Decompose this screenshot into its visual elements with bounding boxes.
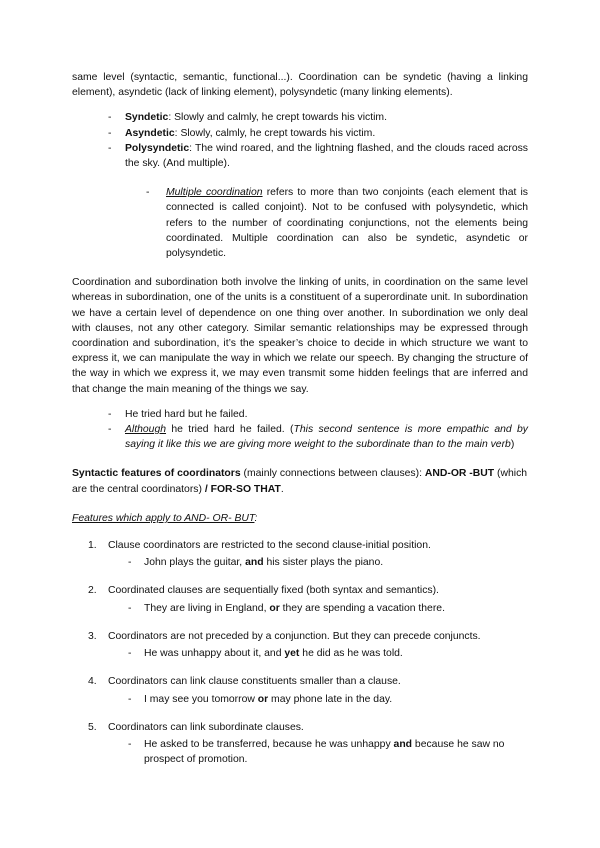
term-polysyndetic: Polysyndetic xyxy=(125,142,190,154)
example-pre: He asked to be transferred, because he was unhappy xyxy=(144,738,394,750)
feature-example-list xyxy=(108,601,528,616)
feature-example-list xyxy=(108,646,528,661)
list-item-asyndetic xyxy=(108,126,528,141)
example-post: they are spending a vacation there. xyxy=(279,602,445,614)
term-multiple-coordination: Multiple coordination xyxy=(166,187,263,199)
feature-example xyxy=(128,555,528,570)
feature-item-5 xyxy=(72,720,528,768)
syntactic-end: . xyxy=(280,483,284,495)
central-coordinators-note: (which are the central coordinators) xyxy=(72,468,528,495)
term-asyndetic: Asyndetic xyxy=(125,127,175,139)
example-pre: They are living in England, xyxy=(144,602,270,614)
list-item-polysyndetic xyxy=(108,141,528,171)
feature-text: Coordinated clauses are sequentially fixed (both syntax and semantics). xyxy=(108,585,439,597)
syntactic-features-desc: (mainly connections between clauses): xyxy=(240,468,425,480)
feature-number: 4. xyxy=(88,676,97,688)
subordination-paragraph: Coordination and subordination both involve the linking of units, in coordination on the same level whereas in subordination, one of the units is a constituent of a superordinate unit. In subordination we have a certain level of dependence on one thing over another. In subordination we only deal with clauses, not any other category. Similar semantic relationships may be expressed through coordination and subordination, it’s the speaker’s choice to decide in which structure we want to express it, we can manipulate the way in which we relate our speech. By changing the structure of the way in which we express it, we may even transmit some hidden feelings that are inferred and that change the main meaning of the things we say. xyxy=(72,277,528,395)
example-pre: John plays the guitar, xyxy=(144,557,246,569)
features-list xyxy=(72,538,528,767)
features-heading: Features which apply to AND- OR- BUT xyxy=(72,512,255,524)
syndetic-example: : Slowly and calmly, he crept towards his victim. xyxy=(168,112,387,124)
example-pre: He was unhappy about it, and xyxy=(144,648,285,660)
although-word: Although xyxy=(125,424,167,436)
features-heading-colon: : xyxy=(254,512,258,524)
feature-example-list xyxy=(108,692,528,707)
feature-number: 5. xyxy=(88,721,97,733)
feature-example-list xyxy=(108,555,528,570)
feature-text: Coordinators can link subordinate clauses. xyxy=(108,721,304,733)
example-post: his sister plays the piano. xyxy=(263,557,384,569)
example-coordinator: or xyxy=(269,602,280,614)
feature-text: Coordinators are not preceded by a conjunction. But they can precede conjuncts. xyxy=(108,630,481,642)
feature-item-4 xyxy=(72,674,528,706)
list-item-syndetic xyxy=(108,110,528,125)
although-close: ) xyxy=(510,439,515,451)
although-sentence: he tried hard he failed. ( xyxy=(166,424,294,436)
feature-example xyxy=(128,692,528,707)
example-post: may phone late in the day. xyxy=(268,693,393,705)
intro-paragraph: same level (syntactic, semantic, functional...). Coordination can be syndetic (having a linking element), asyndetic (lack of linking element), polysyndetic (many linking elements). xyxy=(72,72,528,99)
term-syndetic: Syndetic xyxy=(125,112,169,124)
feature-number: 2. xyxy=(88,585,97,597)
example-coordinator: and xyxy=(245,557,264,569)
example-coordinator: or xyxy=(257,693,269,705)
list-item-multiple-coordination xyxy=(146,185,528,261)
feature-item-3 xyxy=(72,629,528,661)
feature-text: Coordinators can link clause constituents smaller than a clause. xyxy=(108,676,401,688)
central-coordinators: AND-OR -BUT xyxy=(424,468,495,480)
feature-item-2 xyxy=(72,583,528,615)
example-post: he did as he was told. xyxy=(299,648,403,660)
feature-example xyxy=(128,737,528,767)
feature-example-list xyxy=(108,737,528,767)
although-note: This second sentence is more empathic and by saying it like this we are giving more weight to the subordinate than to the main verb xyxy=(125,424,528,451)
feature-number: 1. xyxy=(88,540,97,552)
feature-item-1 xyxy=(72,538,528,570)
features-heading-line xyxy=(72,511,528,526)
coordination-types-list xyxy=(72,110,528,171)
multiple-coordination-text: refers to more than two conjoints (each element that is connected is called conjoint). Not to be confused with polysyndetic, which refers to the number of coordinating conjunctions, not the elements being coordinated. Multiple coordination can also be syndetic, asyndetic or polysyndetic. xyxy=(166,187,528,260)
example-coordinator: and xyxy=(393,738,413,750)
subordination-examples-list xyxy=(72,407,528,453)
example-post: because he saw no prospect of promotion. xyxy=(144,738,505,766)
list-item-example-but: - He tried hard but he failed. xyxy=(108,407,528,422)
syntactic-features-title: Syntactic features of coordinators xyxy=(72,468,241,480)
syntactic-features-paragraph xyxy=(72,466,528,496)
asyndetic-example: : Slowly, calmly, he crept towards his victim. xyxy=(174,127,376,139)
example-coordinator: yet xyxy=(284,648,300,660)
feature-text: Clause coordinators are restricted to the second clause-initial position. xyxy=(108,540,431,552)
polysyndetic-example: : The wind roared, and the lightning flashed, and the clouds raced across the sky. (And multiple). xyxy=(125,142,528,170)
example-pre: I may see you tomorrow xyxy=(144,693,258,705)
feature-example xyxy=(128,601,528,616)
list-item-example-although xyxy=(108,422,528,452)
feature-example xyxy=(128,646,528,661)
feature-number: 3. xyxy=(88,630,97,642)
other-coordinators: / FOR-SO THAT xyxy=(204,483,281,495)
multiple-coordination-list xyxy=(72,185,528,261)
